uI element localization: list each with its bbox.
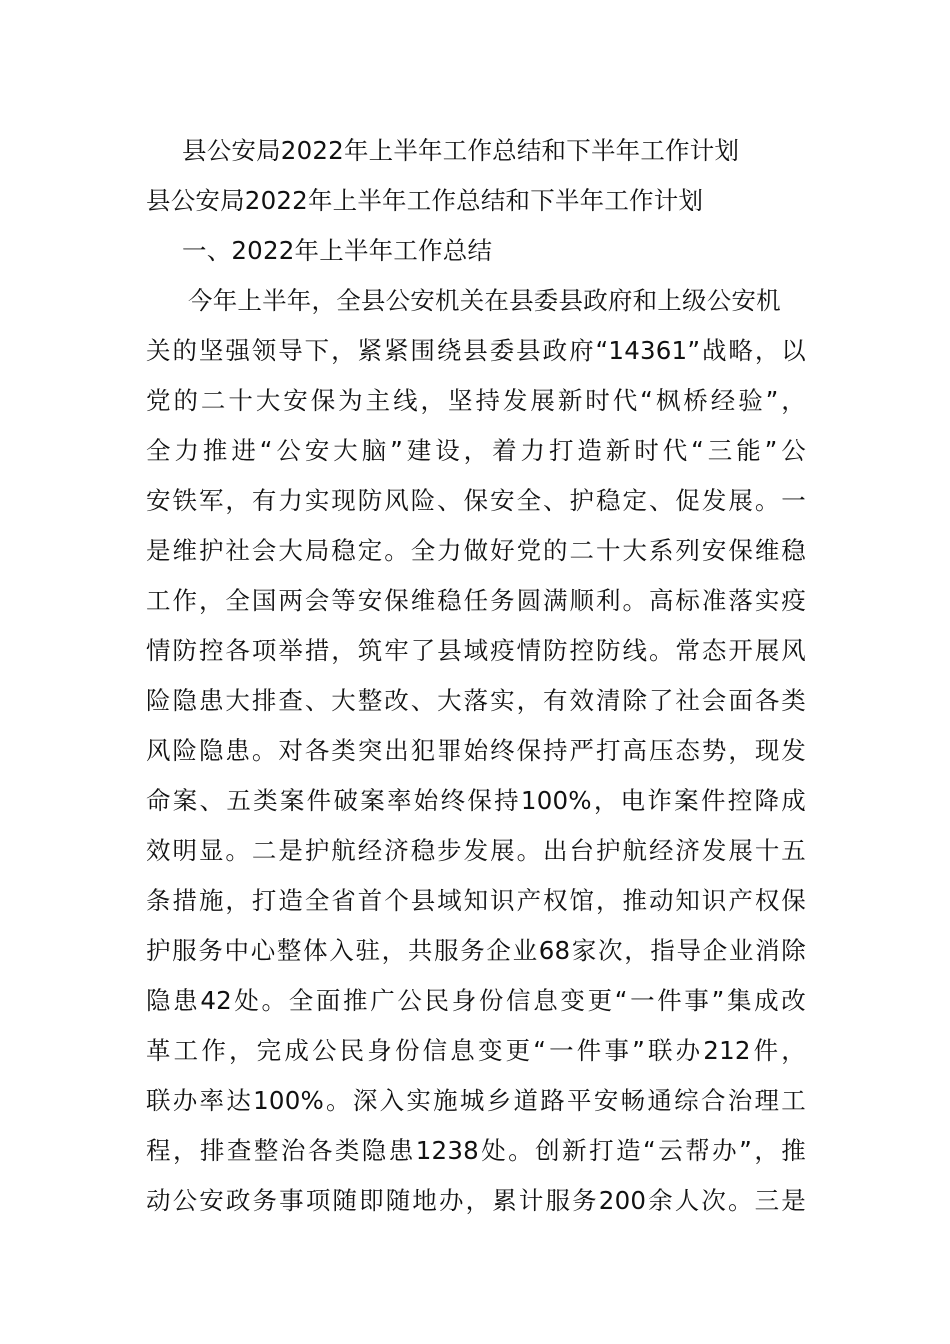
paragraph-line: 隐患42处。全面推广公民身份信息变更“一件事”集成改 [146, 986, 806, 1015]
summary-paragraph [146, 276, 810, 1226]
paragraph-line: 情防控各项举措，筑牢了县域疫情防控防线。常态开展风 [146, 636, 806, 665]
paragraph-line: 程，排查整治各类隐患1238处。创新打造“云帮办”，推 [146, 1136, 806, 1165]
paragraph-line: 党的二十大安保为主线，坚持发展新时代“枫桥经验”， [146, 386, 806, 415]
paragraph-line: 安铁军，有力实现防风险、保安全、护稳定、促发展。一 [146, 486, 806, 515]
section-heading: 一、2022年上半年工作总结 [182, 236, 493, 265]
paragraph-line: 是维护社会大局稳定。全力做好党的二十大系列安保维稳 [146, 536, 806, 565]
paragraph-line: 关的坚强领导下，紧紧围绕县委县政府“14361”战略，以 [146, 336, 806, 365]
paragraph-line: 动公安政务事项随即随地办，累计服务200余人次。三是 [146, 1186, 806, 1215]
paragraph-line: 工作，全国两会等安保维稳任务圆满顺利。高标准落实疫 [146, 586, 806, 615]
paragraph-line: 联办率达100%。深入实施城乡道路平安畅通综合治理工 [146, 1086, 806, 1115]
paragraph-line: 险隐患大排查、大整改、大落实，有效清除了社会面各类 [146, 686, 806, 715]
paragraph-line: 风险隐患。对各类突出犯罪始终保持严打高压态势，现发 [146, 736, 806, 765]
paragraph-line: 条措施，打造全省首个县域知识产权馆，推动知识产权保 [146, 886, 806, 915]
paragraph-line: 全力推进“公安大脑”建设，着力打造新时代“三能”公 [146, 436, 806, 465]
paragraph-line: 革工作，完成公民身份信息变更“一件事”联办212件， [146, 1036, 806, 1065]
paragraph-line: 效明显。二是护航经济稳步发展。出台护航经济发展十五 [146, 836, 806, 865]
document-body [146, 126, 810, 1226]
paragraph-line: 今年上半年，全县公安机关在县委县政府和上级公安机 [188, 286, 781, 315]
document-title-repeat: 县公安局2022年上半年工作总结和下半年工作计划 [146, 186, 704, 215]
paragraph-line: 护服务中心整体入驻，共服务企业68家次，指导企业消除 [146, 936, 806, 965]
paragraph-line: 命案、五类案件破案率始终保持100%，电诈案件控降成 [146, 786, 806, 815]
document-title: 县公安局2022年上半年工作总结和下半年工作计划 [182, 136, 740, 165]
